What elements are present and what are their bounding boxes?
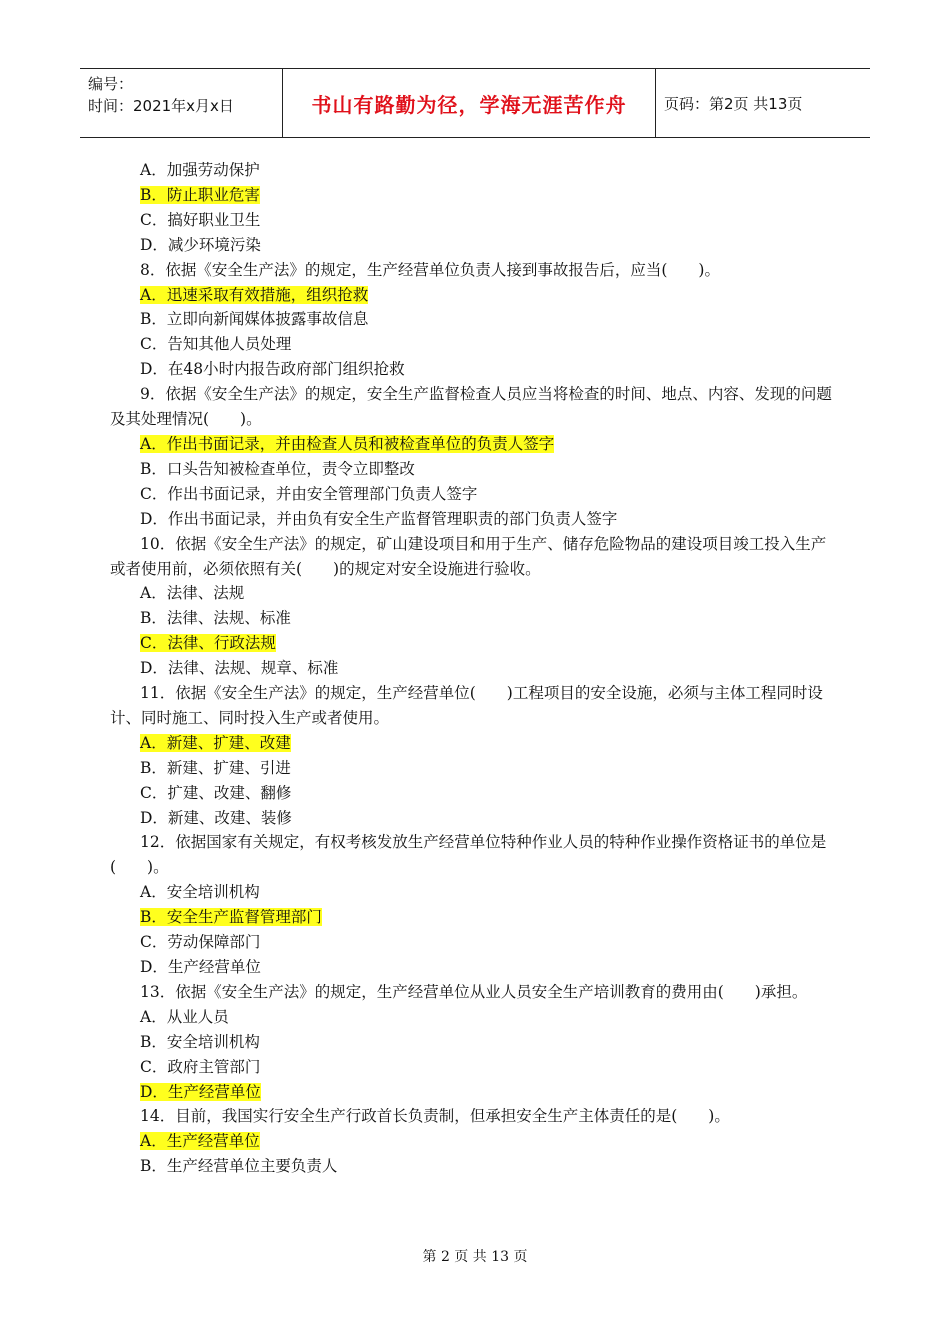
answer-option: [110, 208, 840, 233]
line-text: A．法律、法规: [140, 584, 245, 603]
line-text: B．立即向新闻媒体披露事故信息: [140, 310, 369, 329]
line-text: C．扩建、改建、翻修: [140, 783, 292, 802]
answer-option: [110, 357, 840, 382]
answer-option: [110, 656, 840, 681]
highlighted-answer-text: A．生产经营单位: [140, 1132, 260, 1151]
document-number-label: 编号：: [88, 75, 134, 93]
line-text: D．在48小时内报告政府部门组织抢救: [140, 360, 405, 379]
line-text: C．政府主管部门: [140, 1057, 261, 1076]
line-text: D．减少环境污染: [140, 235, 261, 254]
page-header: [80, 68, 870, 138]
answer-option: [110, 581, 840, 606]
question-text: [110, 830, 840, 880]
answer-option: [110, 731, 840, 756]
answer-option: [110, 606, 840, 631]
answer-option: [110, 955, 840, 980]
question-text: [110, 681, 840, 731]
answer-option: [110, 1030, 840, 1055]
question-list: [110, 158, 840, 1179]
answer-option: [110, 1005, 840, 1030]
header-motto: 书山有路勤为径，学海无涯苦作舟: [311, 92, 627, 117]
line-text: 10．依据《安全生产法》的规定，矿山建设项目和用于生产、储存危险物品的建设项目竣工投入生产或者使用前，必须依照有关( )的规定对安全设施进行验收。: [110, 534, 827, 578]
line-text: D．法律、法规、规章、标准: [140, 659, 339, 678]
question-text: [110, 258, 840, 283]
highlighted-answer-text: A．新建、扩建、改建: [140, 733, 291, 752]
answer-option: [110, 930, 840, 955]
answer-option: [110, 507, 840, 532]
answer-option: [110, 1154, 840, 1179]
line-text: A．安全培训机构: [140, 883, 260, 902]
highlighted-answer-text: A．作出书面记录，并由检查人员和被检查单位的负责人签字: [140, 434, 555, 453]
line-text: 12．依据国家有关规定，有权考核发放生产经营单位特种作业人员的特种作业操作资格证书的单位是( )。: [110, 833, 827, 877]
line-text: 14．目前，我国实行安全生产行政首长负责制，但承担安全生产主体责任的是( )。: [140, 1107, 730, 1126]
answer-option: [110, 482, 840, 507]
line-text: C．告知其他人员处理: [140, 335, 292, 354]
answer-option: [110, 233, 840, 258]
line-text: 13．依据《安全生产法》的规定，生产经营单位从业人员安全生产培训教育的费用由( )承担。: [140, 982, 808, 1001]
question-text: [110, 532, 840, 582]
line-text: B．生产经营单位主要负责人: [140, 1157, 338, 1176]
header-left-cell: [80, 69, 282, 137]
line-text: C．搞好职业卫生: [140, 210, 261, 229]
line-text: B．安全培训机构: [140, 1032, 260, 1051]
line-text: A．从业人员: [140, 1007, 229, 1026]
line-text: C．作出书面记录，并由安全管理部门负责人签字: [140, 484, 478, 503]
answer-option: [110, 283, 840, 308]
footer-page-number: 第 2 页 共 13 页: [422, 1249, 528, 1265]
answer-option: [110, 457, 840, 482]
question-text: [110, 980, 840, 1005]
answer-option: [110, 631, 840, 656]
answer-option: [110, 880, 840, 905]
line-text: B．口头告知被检查单位，责令立即整改: [140, 459, 415, 478]
highlighted-answer-text: D．生产经营单位: [140, 1082, 261, 1101]
line-text: A．加强劳动保护: [140, 161, 260, 179]
line-text: 9．依据《安全生产法》的规定，安全生产监督检查人员应当将检查的时间、地点、内容、发现的问题及其处理情况( )。: [110, 385, 832, 429]
answer-option: [110, 806, 840, 831]
answer-option: [110, 1129, 840, 1154]
line-text: D．新建、改建、装修: [140, 808, 292, 827]
answer-option: [110, 432, 840, 457]
highlighted-answer-text: C．法律、行政法规: [140, 634, 276, 653]
line-text: C．劳动保障部门: [140, 933, 261, 952]
highlighted-answer-text: B．防止职业危害: [140, 185, 260, 204]
highlighted-answer-text: A．迅速采取有效措施，组织抢救: [140, 285, 369, 304]
line-text: D．作出书面记录，并由负有安全生产监督管理职责的部门负责人签字: [140, 509, 618, 528]
header-page-cell: [656, 69, 870, 137]
document-time-label: 时间：2021年x月x日: [88, 97, 234, 115]
header-motto-cell: [282, 69, 656, 137]
page-footer: [0, 1246, 950, 1266]
answer-option: [110, 1080, 840, 1105]
line-text: 8．依据《安全生产法》的规定，生产经营单位负责人接到事故报告后，应当( )。: [140, 260, 720, 279]
line-text: D．生产经营单位: [140, 958, 261, 976]
line-text: 11．依据《安全生产法》的规定，生产经营单位( )工程项目的安全设施，必须与主体工程同时设计、同时施工、同时投入生产或者使用。: [110, 684, 823, 727]
answer-option: [110, 1055, 840, 1080]
answer-option: [110, 332, 840, 357]
question-text: [110, 382, 840, 432]
header-page-info: 页码：第2页 共13页: [664, 94, 803, 113]
highlighted-answer-text: B．安全生产监督管理部门: [140, 908, 322, 927]
line-text: B．法律、法规、标准: [140, 609, 291, 628]
question-text: [110, 1104, 840, 1129]
line-text: B．新建、扩建、引进: [140, 758, 291, 777]
answer-option: [110, 158, 840, 183]
answer-option: [110, 905, 840, 930]
answer-option: [110, 183, 840, 208]
answer-option: [110, 307, 840, 332]
answer-option: [110, 781, 840, 806]
answer-option: [110, 756, 840, 781]
